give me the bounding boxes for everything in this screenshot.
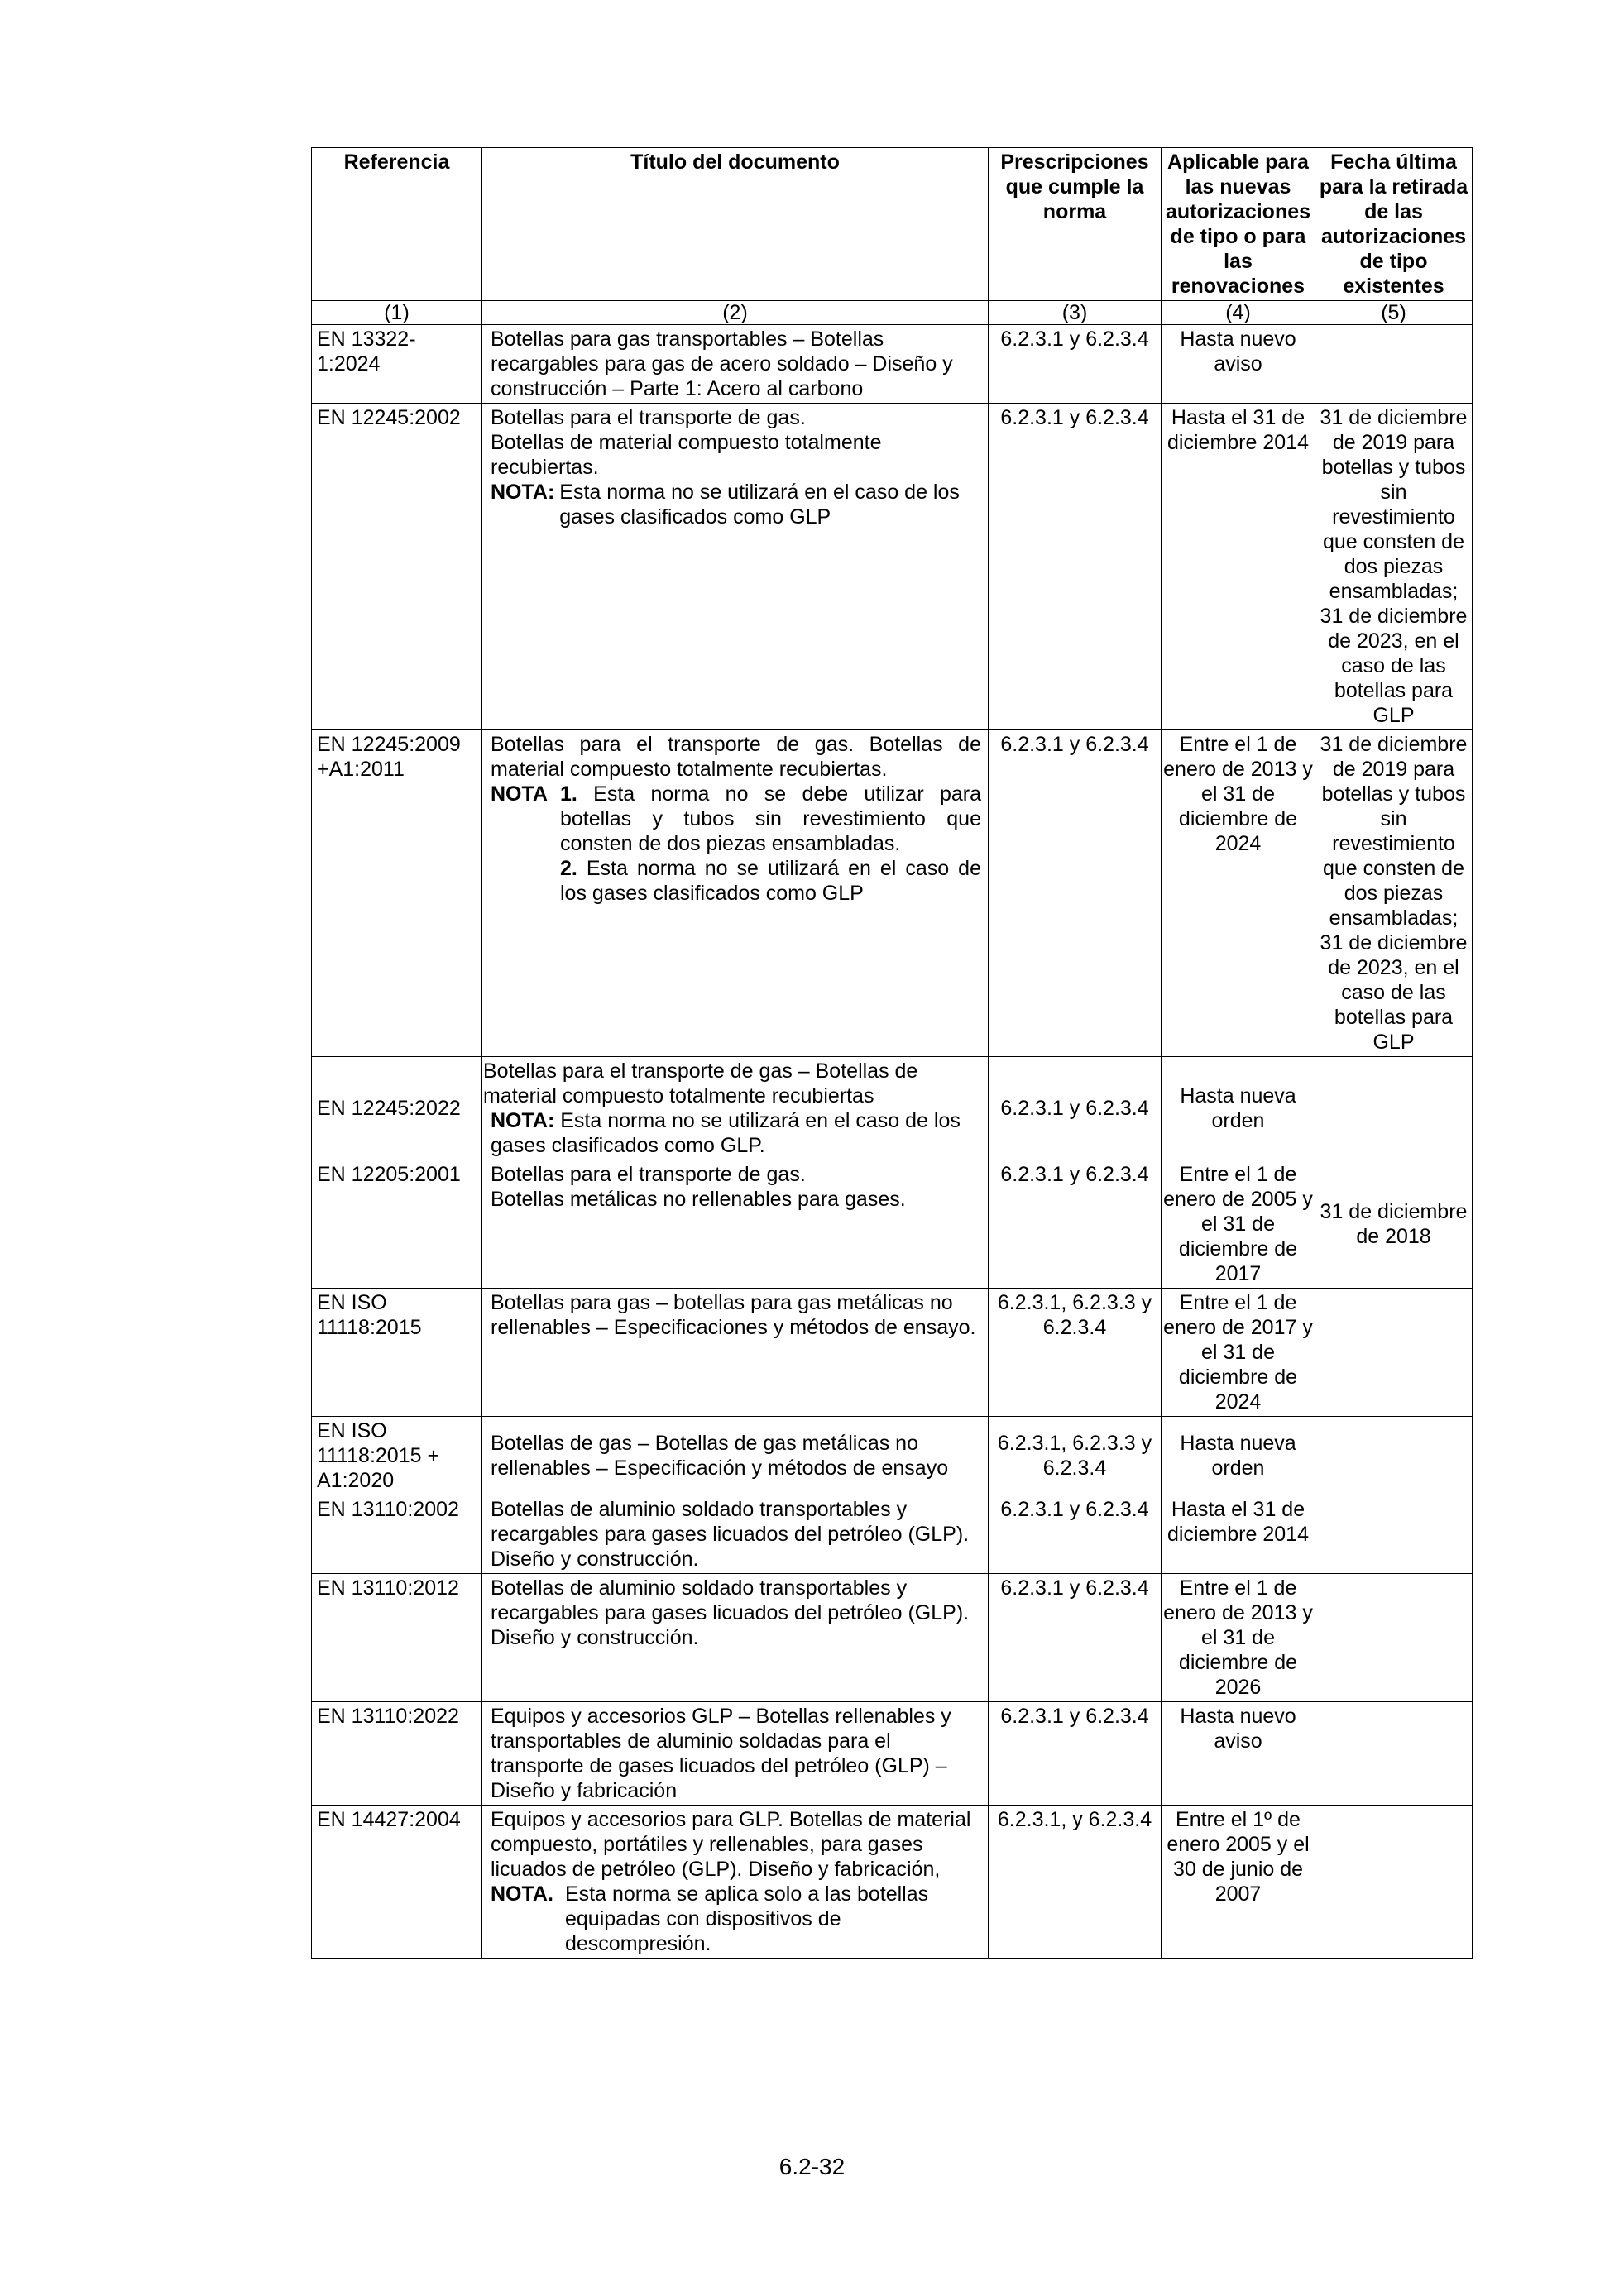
note-text: Esta norma no se debe utilizar para botellas y tubos sin revestimiento que consten de dos piezas ensambladas. [560, 782, 981, 855]
table-row [312, 404, 1473, 730]
note-text: Esta norma no se utilizará en el caso de los gases clasificados como GLP [559, 481, 960, 529]
withdrawal-cell [1315, 1702, 1473, 1806]
applicable-cell: Hasta el 31 de diciembre 2014 [1162, 1495, 1315, 1574]
title-line: Botellas para el transporte de gas. [491, 1163, 806, 1186]
title-line: Botellas para el transporte de gas. [491, 406, 806, 429]
reference-cell: EN 13110:2012 [312, 1574, 482, 1702]
title-line: Botellas metálicas no rellenables para gases. [491, 1188, 906, 1211]
column-number: (1) [312, 301, 482, 325]
note-item [560, 782, 981, 856]
title-cell [482, 1806, 989, 1959]
applicable-cell: Hasta nueva orden [1162, 1057, 1315, 1160]
reference-cell: EN 12245:2002 [312, 404, 482, 730]
reference-cell: EN ISO 11118:2015 [312, 1289, 482, 1417]
prescriptions-cell: 6.2.3.1 y 6.2.3.4 [989, 404, 1162, 730]
title-cell: Botellas de gas – Botellas de gas metálicas no rellenables – Especificación y métodos de ensayo [482, 1417, 989, 1495]
header-title: Título del documento [482, 148, 989, 301]
withdrawal-cell [1315, 1417, 1473, 1495]
title-text: Botellas para el transporte de gas – Botellas de material compuesto totalmente recubiertas [483, 1060, 918, 1107]
reference-cell: EN 14427:2004 [312, 1806, 482, 1959]
column-number: (2) [482, 301, 989, 325]
table-row [312, 1289, 1473, 1417]
prescriptions-cell: 6.2.3.1, 6.2.3.3 y 6.2.3.4 [989, 1417, 1162, 1495]
applicable-cell: Entre el 1 de enero de 2013 y el 31 de diciembre de 2026 [1162, 1574, 1315, 1702]
prescriptions-cell: 6.2.3.1 y 6.2.3.4 [989, 730, 1162, 1057]
reference-cell: EN 13110:2002 [312, 1495, 482, 1574]
withdrawal-cell [1315, 1806, 1473, 1959]
applicable-cell: Entre el 1 de enero de 2005 y el 31 de diciembre de 2017 [1162, 1160, 1315, 1289]
table-row [312, 1417, 1473, 1495]
note-number: 2. [560, 857, 577, 880]
title-text: Equipos y accesorios para GLP. Botellas de material compuesto, portátiles y rellenables, para gases licuados de petróleo (GLP). Diseño y fabricación, [491, 1808, 971, 1881]
note-label: NOTA: [491, 1109, 555, 1132]
table-row [312, 1160, 1473, 1289]
prescriptions-cell: 6.2.3.1 y 6.2.3.4 [989, 325, 1162, 404]
title-cell [482, 1160, 989, 1289]
withdrawal-cell [1315, 1495, 1473, 1574]
title-cell: Botellas para gas transportables – Botellas recargables para gas de acero soldado – Diseño y construcción – Parte 1: Acero al carbono [482, 325, 989, 404]
title-cell: Botellas para gas – botellas para gas metálicas no rellenables – Especificaciones y métodos de ensayo. [482, 1289, 989, 1417]
withdrawal-cell: 31 de diciembre de 2019 para botellas y tubos sin revestimiento que consten de dos piezas ensambladas; 31 de diciembre de 2023, en el caso de las botellas para GLP [1315, 404, 1473, 730]
table-row [312, 1574, 1473, 1702]
title-cell: Botellas de aluminio soldado transportables y recargables para gases licuados del petróleo (GLP). Diseño y construcción. [482, 1574, 989, 1702]
title-cell: Botellas de aluminio soldado transportables y recargables para gases licuados del petróleo (GLP). Diseño y construcción. [482, 1495, 989, 1574]
title-cell [482, 730, 989, 1057]
header-applicable: Aplicable para las nuevas autorizaciones de tipo o para las renovaciones [1162, 148, 1315, 301]
withdrawal-cell: 31 de diciembre de 2019 para botellas y tubos sin revestimiento que consten de dos piezas ensambladas; 31 de diciembre de 2023, en el caso de las botellas para GLP [1315, 730, 1473, 1057]
withdrawal-cell: 31 de diciembre de 2018 [1315, 1160, 1473, 1289]
table-row [312, 730, 1473, 1057]
header-row [312, 148, 1473, 301]
note-text: Esta norma no se utilizará en el caso de los gases clasificados como GLP [560, 857, 981, 905]
reference-cell: EN 13110:2022 [312, 1702, 482, 1806]
applicable-cell: Entre el 1º de enero 2005 y el 30 de junio de 2007 [1162, 1806, 1315, 1959]
note-text: Esta norma se aplica solo a las botellas equipadas con dispositivos de descompresión. [565, 1882, 929, 1955]
withdrawal-cell [1315, 1574, 1473, 1702]
reference-cell: EN 13322-1:2024 [312, 325, 482, 404]
column-number: (4) [1162, 301, 1315, 325]
reference-cell: EN 12245:2022 [312, 1057, 482, 1160]
title-text: Botellas para el transporte de gas. Botellas de material compuesto totalmente recubiertas. [491, 733, 981, 781]
column-number: (5) [1315, 301, 1473, 325]
reference-cell: EN 12205:2001 [312, 1160, 482, 1289]
reference-cell: EN ISO 11118:2015 + A1:2020 [312, 1417, 482, 1495]
header-withdrawal-date: Fecha última para la retirada de las autorizaciones de tipo existentes [1315, 148, 1473, 301]
prescriptions-cell: 6.2.3.1 y 6.2.3.4 [989, 1702, 1162, 1806]
note [491, 1108, 981, 1158]
prescriptions-cell: 6.2.3.1 y 6.2.3.4 [989, 1160, 1162, 1289]
applicable-cell: Hasta nuevo aviso [1162, 325, 1315, 404]
note-label: NOTA: [491, 481, 555, 504]
applicable-cell: Entre el 1 de enero de 2013 y el 31 de diciembre de 2024 [1162, 730, 1315, 1057]
note-label: NOTA [491, 782, 548, 806]
title-cell: Equipos y accesorios GLP – Botellas rellenables y transportables de aluminio soldadas para el transporte de gases licuados del petróleo (GLP) – Diseño y fabricación [482, 1702, 989, 1806]
page-number: 6.2-32 [778, 2154, 846, 2179]
column-number: (3) [989, 301, 1162, 325]
note [491, 1882, 981, 1956]
table-row [312, 325, 1473, 404]
prescriptions-cell: 6.2.3.1 y 6.2.3.4 [989, 1495, 1162, 1574]
title-line: Botellas de material compuesto totalmente recubiertas. [491, 431, 882, 479]
table-row [312, 1495, 1473, 1574]
column-number-row [312, 301, 1473, 325]
reference-cell: EN 12245:2009 +A1:2011 [312, 730, 482, 1057]
prescriptions-cell: 6.2.3.1, y 6.2.3.4 [989, 1806, 1162, 1959]
note-text: Esta norma no se utilizará en el caso de los gases clasificados como GLP. [491, 1109, 961, 1157]
applicable-cell: Entre el 1 de enero de 2017 y el 31 de diciembre de 2024 [1162, 1289, 1315, 1417]
note-item [491, 856, 981, 906]
table-row [312, 1057, 1473, 1160]
withdrawal-cell [1315, 325, 1473, 404]
header-prescriptions: Prescripciones que cumple la norma [989, 148, 1162, 301]
prescriptions-cell: 6.2.3.1 y 6.2.3.4 [989, 1574, 1162, 1702]
applicable-cell: Hasta el 31 de diciembre 2014 [1162, 404, 1315, 730]
applicable-cell: Hasta nueva orden [1162, 1417, 1315, 1495]
prescriptions-cell: 6.2.3.1, 6.2.3.3 y 6.2.3.4 [989, 1289, 1162, 1417]
title-cell [482, 404, 989, 730]
applicable-cell: Hasta nuevo aviso [1162, 1702, 1315, 1806]
note [491, 782, 981, 856]
note [491, 480, 981, 529]
table-row [312, 1702, 1473, 1806]
withdrawal-cell [1315, 1057, 1473, 1160]
header-ref: Referencia [312, 148, 482, 301]
withdrawal-cell [1315, 1289, 1473, 1417]
note-label: NOTA. [491, 1882, 553, 1906]
prescriptions-cell: 6.2.3.1 y 6.2.3.4 [989, 1057, 1162, 1160]
standards-table [311, 147, 1473, 1959]
title-cell [482, 1057, 989, 1160]
table-row [312, 1806, 1473, 1959]
note-number: 1. [560, 782, 577, 806]
